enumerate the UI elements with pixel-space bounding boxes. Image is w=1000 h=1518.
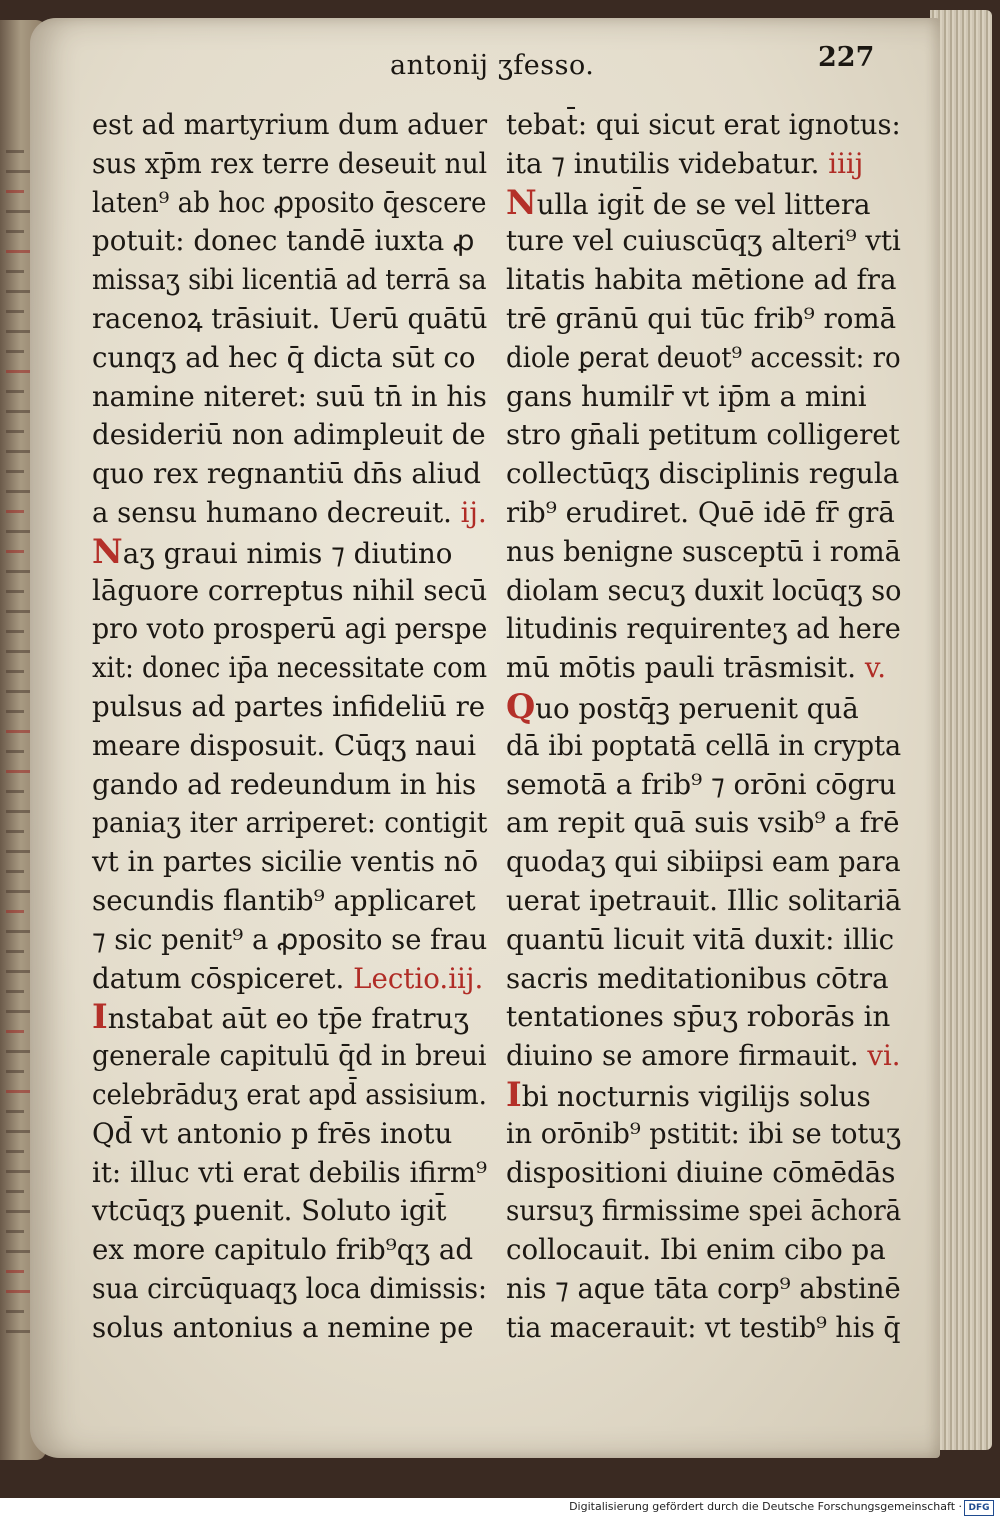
facing-text-trace: [6, 1210, 31, 1213]
line-text: diuino se amore firmauit.: [506, 1039, 868, 1073]
text-line: [92, 222, 487, 261]
text-line: [506, 184, 901, 223]
text-line: [506, 533, 901, 572]
text-line: [92, 804, 488, 843]
line-text: secundis flantib⁹ applicaret: [92, 883, 476, 917]
line-text: tebat̄: qui sicut erat ignotus:: [506, 108, 901, 141]
facing-text-trace: [6, 1150, 24, 1153]
text-line: [92, 727, 487, 766]
facing-text-trace: [6, 770, 31, 773]
text-line: [92, 261, 487, 300]
line-text: vt in partes sicilie ventis nō: [92, 845, 479, 879]
text-line: [506, 300, 901, 339]
line-text: ture vel cuiuscūqʒ alteri⁹ vti: [506, 224, 901, 258]
text-line: [92, 921, 488, 960]
line-text: potuit: donec tandē iuxta ꝓ: [92, 224, 475, 258]
facing-text-trace: [6, 1170, 31, 1173]
facing-text-trace: [6, 550, 24, 553]
left-text-column: [92, 106, 492, 1348]
facing-text-trace: [6, 1010, 31, 1013]
rubricated-initial: N: [506, 182, 537, 223]
text-line: [506, 455, 901, 494]
line-text: quo rex regnantiū dn̄s aliud: [92, 457, 482, 491]
text-line: [506, 766, 901, 805]
facing-text-trace: [6, 390, 24, 393]
line-text: missaʒ sibi licentiā ad terrā sa: [92, 263, 487, 297]
line-text: nis ⁊ aque tāta corp⁹ abstinē: [506, 1271, 901, 1305]
text-line: [92, 494, 485, 533]
text-line: [92, 1231, 487, 1270]
line-text: est ad martyrium dum aduer: [92, 108, 488, 141]
facing-text-trace: [6, 1250, 31, 1253]
text-line: [506, 882, 902, 921]
text-line: [92, 1037, 487, 1076]
lection-marker: v.: [864, 651, 887, 685]
running-title: antonij ʒfesso.: [390, 50, 595, 81]
facing-text-trace: [6, 1090, 31, 1093]
text-line: [506, 1309, 901, 1348]
text-line: [92, 378, 487, 417]
dfg-logo: DFG: [964, 1500, 994, 1516]
line-text: dispositioni diuine cōmēdās: [506, 1155, 896, 1189]
facing-text-trace: [6, 510, 24, 513]
text-line: [506, 1231, 901, 1270]
facing-text-trace: [6, 910, 24, 913]
text-line: [506, 416, 901, 455]
line-text: diole ꝑerat deuot⁹ accessit: ro: [506, 340, 901, 374]
facing-text-trace: [6, 1270, 24, 1273]
lection-marker: iiij: [828, 146, 864, 180]
facing-text-trace: [6, 1230, 24, 1233]
line-text: racenoꝝ trāsiuit. Uerū quātū: [92, 301, 488, 335]
line-text: ex more capitulo frib⁹qʒ ad: [92, 1233, 474, 1267]
text-line: [92, 1115, 487, 1154]
facing-text-trace: [6, 1130, 31, 1133]
lection-marker: vi.: [867, 1039, 901, 1073]
text-line: [92, 572, 487, 611]
text-line: [92, 145, 488, 184]
text-line: [506, 960, 901, 999]
line-text: tentationes sp̄uʒ roborās in: [506, 1000, 891, 1034]
rubricated-initial: I: [92, 997, 108, 1038]
text-line: [92, 843, 487, 882]
line-text: am repit quā suis vsib⁹ a frē: [506, 806, 900, 840]
facing-text-trace: [6, 650, 31, 653]
text-line: [506, 804, 901, 843]
facing-text-trace: [6, 370, 31, 373]
line-text: uerat ipetrauit. Illic solitariā: [506, 883, 902, 917]
text-line: [92, 766, 487, 805]
text-line: [506, 1192, 902, 1231]
text-line: [92, 882, 487, 921]
line-text: cunqʒ ad hec q̄ dicta sūt co: [92, 340, 476, 374]
line-text: celebrāduʒ erat apd̄ assisium.: [92, 1077, 487, 1111]
facing-text-trace: [6, 410, 31, 413]
line-text: paniaʒ iter arriperet: contigit: [92, 806, 488, 840]
text-line: [92, 533, 487, 572]
text-line: [506, 1076, 901, 1115]
line-text: namine niteret: suū tn̄ in his: [92, 379, 487, 413]
text-line: [506, 921, 901, 960]
line-text: diolam secuʒ duxit locūqʒ so: [506, 573, 902, 607]
text-line: [92, 1154, 486, 1193]
line-text: solus antonius a nemine pe: [92, 1310, 474, 1344]
text-line: [92, 1192, 487, 1231]
text-line: [92, 339, 487, 378]
text-line: [92, 416, 487, 455]
facing-text-trace: [6, 310, 24, 313]
facing-text-trace: [6, 1050, 31, 1053]
line-text: rib⁹ erudiret. Quē idē fr̄ grā: [506, 495, 895, 529]
facing-text-trace: [6, 270, 24, 273]
text-line: [92, 688, 487, 727]
text-line: [92, 106, 488, 145]
facing-text-trace: [6, 330, 31, 333]
facing-text-trace: [6, 930, 31, 933]
text-line: [506, 145, 901, 184]
line-text: litudinis requirenteʒ ad here: [506, 612, 901, 646]
lection-marker: Lectio.iij.: [353, 961, 484, 995]
line-text: collocauit. Ibi enim cibo pa: [506, 1233, 886, 1267]
facing-text-trace: [6, 190, 24, 193]
line-text: stro gn̄ali petitum colligeret: [506, 418, 900, 452]
line-text: ulla igit̄ de se vel littera: [536, 187, 871, 221]
line-text: it: illuc vti erat debilis ifirm⁹: [92, 1155, 488, 1189]
facing-text-trace: [6, 1030, 24, 1033]
right-text-column: [506, 106, 906, 1348]
facing-text-trace: [6, 1110, 24, 1113]
line-text: Qd̄ vt antonio p frēs inotu: [92, 1116, 453, 1150]
text-line: [506, 1154, 901, 1193]
facing-text-trace: [6, 150, 24, 153]
text-line: [506, 261, 901, 300]
facing-text-trace: [6, 950, 24, 953]
text-line: [506, 998, 901, 1037]
line-text: sua circūquaqʒ loca dimissis:: [92, 1271, 487, 1305]
facing-text-trace: [6, 170, 31, 173]
line-text: ⁊ sic penit⁹ a ꝓposito se frau: [92, 922, 488, 956]
text-line: [92, 1309, 487, 1348]
text-line: [506, 649, 901, 688]
rubricated-initial: N: [92, 531, 123, 572]
line-text: aʒ graui nimis ⁊ diutino: [122, 536, 453, 570]
line-text: sursuʒ firmissime spei āchorā: [506, 1194, 902, 1228]
facing-text-trace: [6, 730, 31, 733]
facing-text-trace: [6, 350, 24, 353]
line-text: meare disposuit. Cūqʒ naui: [92, 728, 477, 762]
line-text: dā ibi poptatā cellā in crypta: [506, 728, 902, 762]
text-line: [92, 455, 487, 494]
facing-text-trace: [6, 810, 31, 813]
text-line: [506, 572, 902, 611]
facing-text-trace: [6, 630, 24, 633]
facing-text-trace: [6, 1290, 31, 1293]
line-text: collectūqʒ disciplinis regula: [506, 457, 900, 491]
line-text: pulsus ad partes infideliū re: [92, 689, 486, 723]
text-line: [92, 1270, 487, 1309]
facing-text-trace: [6, 230, 24, 233]
facing-text-trace: [6, 970, 31, 973]
text-line: [92, 610, 488, 649]
facing-text-trace: [6, 850, 31, 853]
facing-text-trace: [6, 1190, 24, 1193]
text-line: [506, 610, 901, 649]
line-text: quantū licuit vitā duxit: illic: [506, 922, 895, 956]
text-line: [506, 378, 901, 417]
text-line: [506, 106, 901, 145]
line-text: laten⁹ ab hoc ꝓposito q̄escere: [92, 185, 487, 219]
line-text: mū mōtis pauli trāsmisit.: [506, 651, 865, 685]
text-line: [506, 688, 901, 727]
facing-text-trace: [6, 710, 24, 713]
line-text: pro voto prosperū agi perspe: [92, 612, 488, 646]
facing-text-trace: [6, 590, 24, 593]
facing-text-trace: [6, 790, 24, 793]
line-text: bi nocturnis vigilijs solus: [521, 1079, 871, 1113]
text-line: [506, 494, 901, 533]
rubricated-initial: I: [506, 1074, 522, 1115]
text-line: [92, 649, 488, 688]
facing-text-trace: [6, 890, 31, 893]
line-text: generale capitulū q̄d in breui: [92, 1039, 487, 1073]
facing-text-trace: [6, 1070, 24, 1073]
text-line: [506, 1115, 902, 1154]
line-text: a sensu humano decreuit.: [92, 495, 461, 529]
facing-text-trace: [6, 750, 24, 753]
facing-text-trace: [6, 1310, 24, 1313]
text-line: [506, 727, 902, 766]
text-line: [506, 1270, 901, 1309]
facing-text-trace: [6, 430, 24, 433]
line-text: tia macerauit: vt testib⁹ his q̄: [506, 1310, 901, 1344]
facing-text-trace: [6, 470, 24, 473]
line-text: uo postq̄ꝫ peruenit quā: [535, 691, 859, 725]
line-text: sacris meditationibus cōtra: [506, 961, 889, 995]
line-text: gando ad redeundum in his: [92, 767, 477, 801]
facing-text-trace: [6, 990, 24, 993]
rubricated-initial: Q: [506, 686, 536, 727]
facing-text-trace: [6, 830, 24, 833]
line-text: ita ⁊ inutilis videbatur.: [506, 146, 829, 180]
digitization-credit: Digitalisierung gefördert durch die Deutsche Forschungsgemeinschaft ·: [569, 1500, 962, 1513]
line-text: quodaʒ qui sibiipsi eam para: [506, 845, 901, 879]
line-text: desideriū non adimpleuit de: [92, 418, 486, 452]
line-text: semotā a frib⁹ ⁊ orōni cōgru: [506, 767, 897, 801]
line-text: sus xp̄m rex terre deseuit nul: [92, 146, 488, 180]
text-line: [506, 339, 901, 378]
text-line: [92, 960, 487, 999]
lection-marker: ij.: [460, 495, 487, 529]
text-line: [506, 1037, 899, 1076]
facing-text-trace: [6, 490, 31, 493]
text-line: [506, 222, 899, 261]
facing-text-trace: [6, 570, 31, 573]
facing-text-trace: [6, 610, 31, 613]
facing-text-trace: [6, 1330, 31, 1333]
text-line: [92, 1076, 487, 1115]
line-text: in orōnib⁹ pstitit: ibi se totuʒ: [506, 1116, 902, 1150]
line-text: litatis habita mētione ad fra: [506, 263, 897, 297]
text-line: [92, 184, 487, 223]
text-line: [506, 843, 901, 882]
line-text: lāguore correptus nihil secū: [92, 573, 488, 607]
facing-text-trace: [6, 290, 31, 293]
line-text: xit: donec ip̄a necessitate com: [92, 651, 488, 685]
facing-text-trace: [6, 530, 31, 533]
facing-text-trace: [6, 670, 24, 673]
facing-text-trace: [6, 450, 31, 453]
facing-text-trace: [6, 210, 31, 213]
line-text: vtcūqʒ ꝑuenit. Soluto igit̄: [92, 1194, 447, 1228]
line-text: nstabat aūt eo tp̄e fratruʒ: [107, 1002, 470, 1036]
facing-text-trace: [6, 690, 31, 693]
text-line: [92, 998, 487, 1037]
facing-text-trace: [6, 870, 24, 873]
facing-text-trace: [6, 250, 31, 253]
text-line: [92, 300, 488, 339]
line-text: datum cōspiceret.: [92, 961, 354, 995]
page-number: 227: [818, 42, 875, 73]
line-text: gans humilr̄ vt ip̄m a mini: [506, 379, 867, 413]
line-text: trē grānū qui tūc frib⁹ romā: [506, 301, 897, 335]
line-text: nus benigne susceptū i romā: [506, 534, 901, 568]
